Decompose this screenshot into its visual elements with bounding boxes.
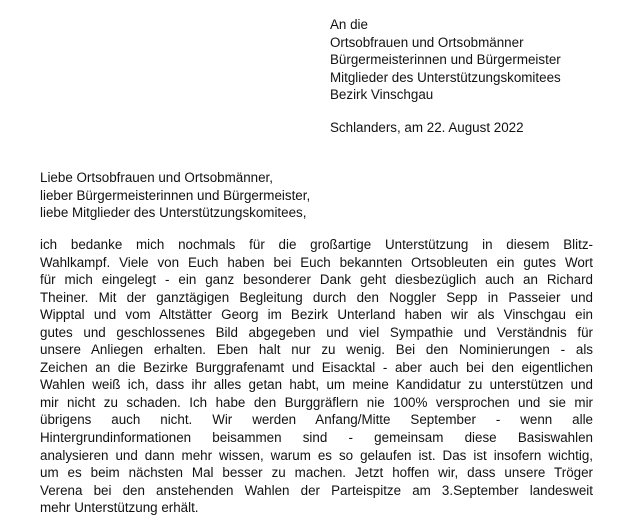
recipient-line: Bezirk Vinschgau [330, 87, 434, 103]
place-date: Schlanders, am 22. August 2022 [330, 120, 524, 135]
salutation-line: liebe Mitglieder des Unterstützungskomitees, [40, 205, 307, 221]
recipient-line: Ortsobfrauen und Ortsobmänner [330, 34, 524, 50]
body-line: übrigens auch nicht. Wir werden Anfang/Mitte September - wenn alle [40, 412, 593, 428]
body-line: analysieren und dann mehr wissen, warum es so gelaufen ist. Das ist insofern wichtig, [40, 447, 593, 463]
body-line: Wipptal und vom Altstätter Georg im Bezirk Unterland haben wir als Vinschgau ein [40, 307, 593, 323]
body-line: Wahlkampf. Viele von Euch haben bei Euch bekannten Ortsobleuten ein gutes Wort [40, 254, 593, 270]
salutation-line: lieber Bürgermeisterinnen und Bürgermeister, [40, 187, 311, 203]
letter-body [40, 236, 593, 517]
salutation [40, 169, 600, 222]
body-line: mehr Unterstützung erhält. [40, 500, 199, 516]
body-line: Verena bei den anstehenden Wahlen der Parteispitze am 3.September landesweit [40, 482, 593, 498]
recipient-address [330, 16, 620, 104]
body-line: Theiner. Mit der ganztägigen Begleitung durch den Noggler Sepp in Passeier und [40, 289, 593, 305]
recipient-line: An die [330, 17, 368, 32]
body-line: mir nicht zu schaden. Ich habe den Burggräflern nie 100% versprochen und sie mir [40, 394, 593, 410]
body-line: Wahlen weiß ich, dass ihr alles getan habt, um meine Kandidatur zu unterstützen und [40, 377, 593, 393]
body-line: Hintergrundinformationen beisammen sind - gemeinsam diese Basiswahlen [40, 430, 593, 446]
salutation-line: Liebe Ortsobfrauen und Ortsobmänner, [40, 170, 273, 185]
recipient-line: Bürgermeisterinnen und Bürgermeister [330, 52, 561, 68]
body-line: unsere Anliegen erhalten. Eben halt nur zu wenig. Bei den Nominierungen - als [40, 342, 593, 358]
body-line: ich bedanke mich nochmals für die großartige Unterstützung in diesem Blitz- [40, 237, 593, 252]
recipient-line: Mitglieder des Unterstützungskomitees [330, 69, 561, 85]
body-line: gutes und geschlossenes Bild abgegeben und viel Sympathie und Verständnis für [40, 324, 593, 340]
body-line: für mich eingelegt - ein ganz besonderer Dank geht diesbezüglich auch an Richard [40, 272, 593, 288]
body-line: um es beim nächsten Mal besser zu machen. Jetzt hoffen wir, dass unsere Tröger [40, 465, 593, 481]
body-line: Zeichen an die Bezirke Burggrafenamt und Eisacktal - aber auch bei den eigentlichen [40, 359, 593, 375]
